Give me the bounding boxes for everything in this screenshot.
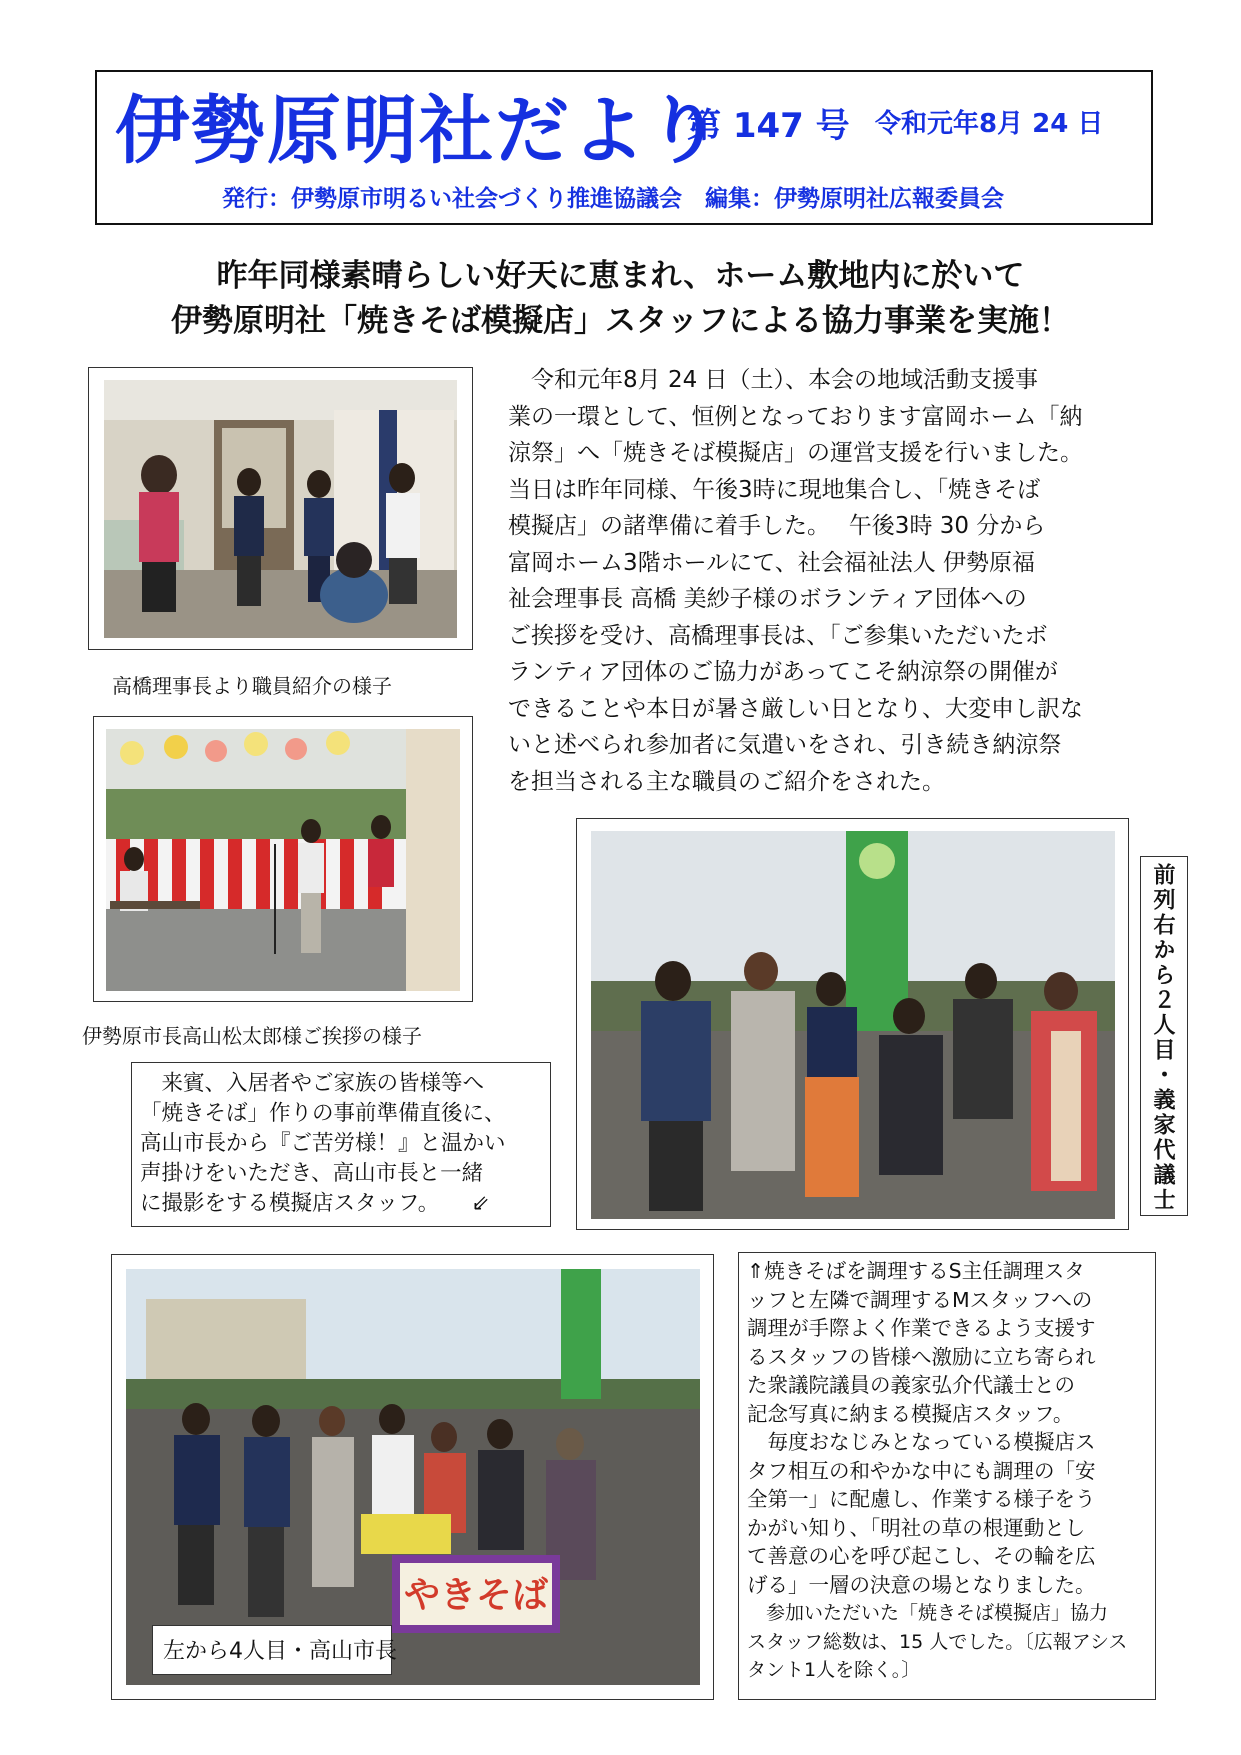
caption-mayor-position-box bbox=[152, 1625, 397, 1675]
box-line: 毎度おなじみとなっている模擬店ス bbox=[747, 1430, 1096, 1454]
publisher-line: 発行：伊勢原市明るい社会づくり推進協議会 編集：伊勢原明社広報委員会 bbox=[222, 186, 1004, 212]
headline-line-1: 昨年同様素晴らしい好天に恵まれ、ホーム敷地内に於いて bbox=[216, 258, 1025, 294]
headline-line-2: 伊勢原明社「焼きそば模擬店」スタッフによる協力事業を実施！ bbox=[171, 303, 1070, 339]
box-line: ⇑焼きそばを調理するS主任調理スタ bbox=[747, 1259, 1085, 1283]
box-line: るスタッフの皆様へ激励に立ち寄られ bbox=[747, 1344, 1096, 1369]
box-line: げる」一層の決意の場となりました。 bbox=[747, 1572, 1096, 1597]
article-line: 祉会理事長 高橋 美紗子様のボランティア団体への bbox=[508, 586, 1027, 612]
article-line: を担当される主な職員のご紹介をされた。 bbox=[508, 768, 945, 795]
caption-representative-box bbox=[1140, 856, 1188, 1216]
staff-summary-box bbox=[738, 1252, 1156, 1700]
box-line: 参加いただいた「焼きそば模擬店」協力 bbox=[747, 1602, 1109, 1624]
box-line: 高山市長から『ご苦労様！』と温かい bbox=[140, 1131, 506, 1156]
caption-mayor-position: 左から4人目・高山市長 bbox=[163, 1639, 397, 1664]
box-line: 「焼きそば」作りの事前準備直後に、 bbox=[140, 1101, 506, 1126]
box-line: 全第一」に配慮し、作業する様子をう bbox=[747, 1487, 1096, 1511]
box-line: タフ相互の和やかな中にも調理の「安 bbox=[747, 1458, 1096, 1483]
box-line: た衆議院議員の義家弘介代議士との bbox=[747, 1373, 1075, 1397]
article-line: 涼祭」へ「焼きそば模擬店」の運営支援を行いました。 bbox=[508, 440, 1083, 466]
mayor-caption-box bbox=[131, 1062, 551, 1227]
photo-mayor-greeting-frame bbox=[93, 716, 473, 1002]
masthead bbox=[95, 70, 1153, 225]
caption-mayor-greeting: 伊勢原市長高山松太郎様ご挨拶の様子 bbox=[82, 1024, 422, 1048]
caption-representative: 前列右から２人目・義家代議士 bbox=[1150, 863, 1175, 1213]
article-line: 富岡ホーム3階ホールにて、社会福祉法人 伊勢原福 bbox=[508, 549, 1036, 576]
box-line: 声掛けをいただき、高山市長と一緒 bbox=[140, 1161, 484, 1186]
photo-staff-introduction-frame bbox=[88, 367, 473, 650]
box-line: 来賓、入居者やご家族の皆様等へ bbox=[140, 1071, 485, 1096]
box-line: ッフと左隣で調理するMスタッフへの bbox=[747, 1287, 1093, 1312]
box-line: に撮影をする模擬店スタッフ。 ⇙ bbox=[140, 1191, 490, 1216]
box-line: て善意の心を呼び起こし、その輪を広 bbox=[747, 1544, 1096, 1568]
box-line: かがい知り、「明社の草の根運動とし bbox=[747, 1515, 1086, 1540]
yakisoba-sign: やきそば bbox=[403, 1575, 549, 1616]
newsletter-title: 伊勢原明社だより bbox=[115, 88, 723, 174]
article-line: 当日は昨年同様、午後3時に現地集合し、「焼きそば bbox=[508, 476, 1041, 503]
article-line: ランティア団体のご協力があってこそ納涼祭の開催が bbox=[508, 659, 1058, 685]
article-line: 令和元年8月 24 日（土）、本会の地域活動支援事 bbox=[508, 367, 1039, 393]
box-line: 記念写真に納まる模擬店スタッフ。 bbox=[747, 1401, 1074, 1426]
article-line: 模擬店」の諸準備に着手した。 午後3時 30 分から bbox=[508, 513, 1046, 539]
caption-staff-introduction: 高橋理事長より職員紹介の様子 bbox=[112, 674, 392, 698]
article-body bbox=[508, 362, 1168, 800]
photo-mayor-greeting bbox=[106, 729, 460, 991]
box-line: スタッフ総数は、15 人でした。〔広報アシス bbox=[747, 1630, 1128, 1653]
article-line: できることや本日が暑さ厳しい日となり、大変申し訳な bbox=[508, 695, 1083, 722]
issue-date: 令和元年8月 24 日 bbox=[875, 109, 1104, 139]
article-line: いと述べられ参加者に気遣いをされ、引き続き納涼祭 bbox=[508, 732, 1062, 758]
photo-group-representative-frame bbox=[576, 818, 1129, 1230]
box-line: タント1人を除く。〕 bbox=[747, 1659, 921, 1681]
box-line: 調理が手際よく作業できるよう支援す bbox=[747, 1316, 1096, 1340]
issue-number: 第 147 号 bbox=[687, 106, 850, 146]
photo-staff-introduction bbox=[104, 380, 457, 638]
article-line: 業の一環として、恒例となっております富岡ホーム「納 bbox=[508, 403, 1083, 430]
photo-yakisoba-stall bbox=[126, 1269, 700, 1685]
article-line: ご挨拶を受け、高橋理事長は、「ご参集いただいたボ bbox=[508, 622, 1048, 649]
photo-group-representative bbox=[591, 831, 1115, 1219]
